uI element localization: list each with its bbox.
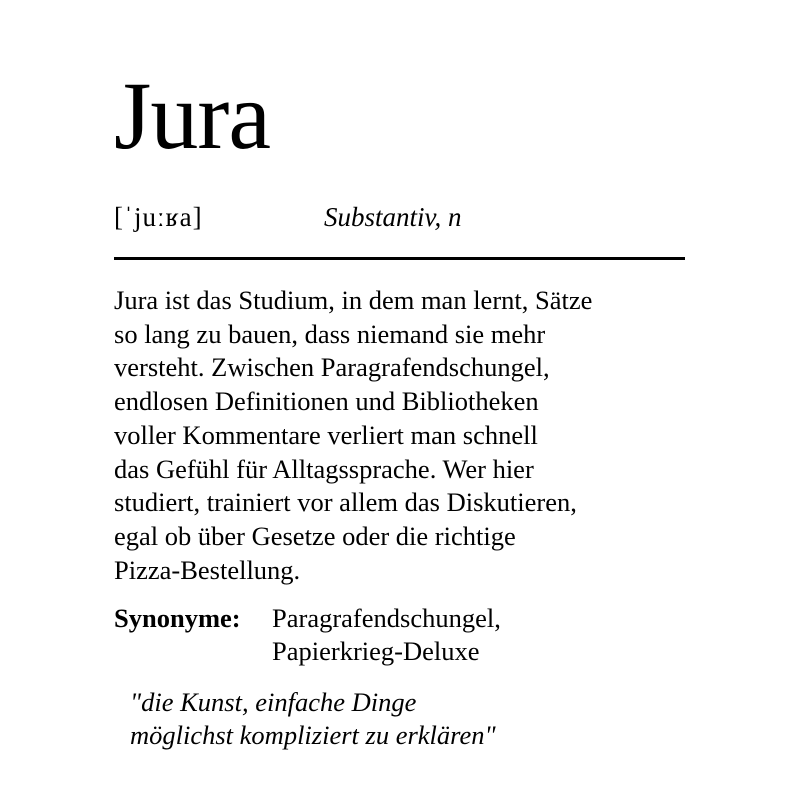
synonyms-list [272,602,501,668]
entry-meta [114,202,684,238]
definition-line: Pizza-Bestellung. [114,554,301,585]
definition-line: egal ob über Gesetze oder die richtige [114,520,516,551]
divider [114,257,685,260]
quote-line: möglichst kompliziert zu erklären" [130,720,496,750]
synonym-item: Paragrafendschungel, [272,603,501,633]
definition-line: voller Kommentare verliert man schnell [114,419,538,450]
synonym-item: Papierkrieg-Deluxe [272,636,480,666]
headword: Jura [114,62,270,169]
synonyms-label: Synonyme: [114,603,241,633]
definition-line: studiert, trainiert vor allem das Diskutieren, [114,487,577,518]
definition-line: so lang zu bauen, dass niemand sie mehr [114,318,546,349]
definition-line: das Gefühl für Alltagssprache. Wer hier [114,453,534,484]
definition [114,284,714,587]
definition-line: Jura ist das Studium, in dem man lernt, Sätze [114,285,593,315]
definition-line: versteht. Zwischen Paragrafendschungel, [114,352,550,383]
word-class: Substantiv, n [324,202,462,232]
quote-line: "die Kunst, einfache Dinge [130,687,417,717]
example-quote [130,686,496,752]
pronunciation: [ˈjuːʁa] [114,202,203,232]
definition-line: endlosen Definitionen und Bibliotheken [114,386,539,417]
